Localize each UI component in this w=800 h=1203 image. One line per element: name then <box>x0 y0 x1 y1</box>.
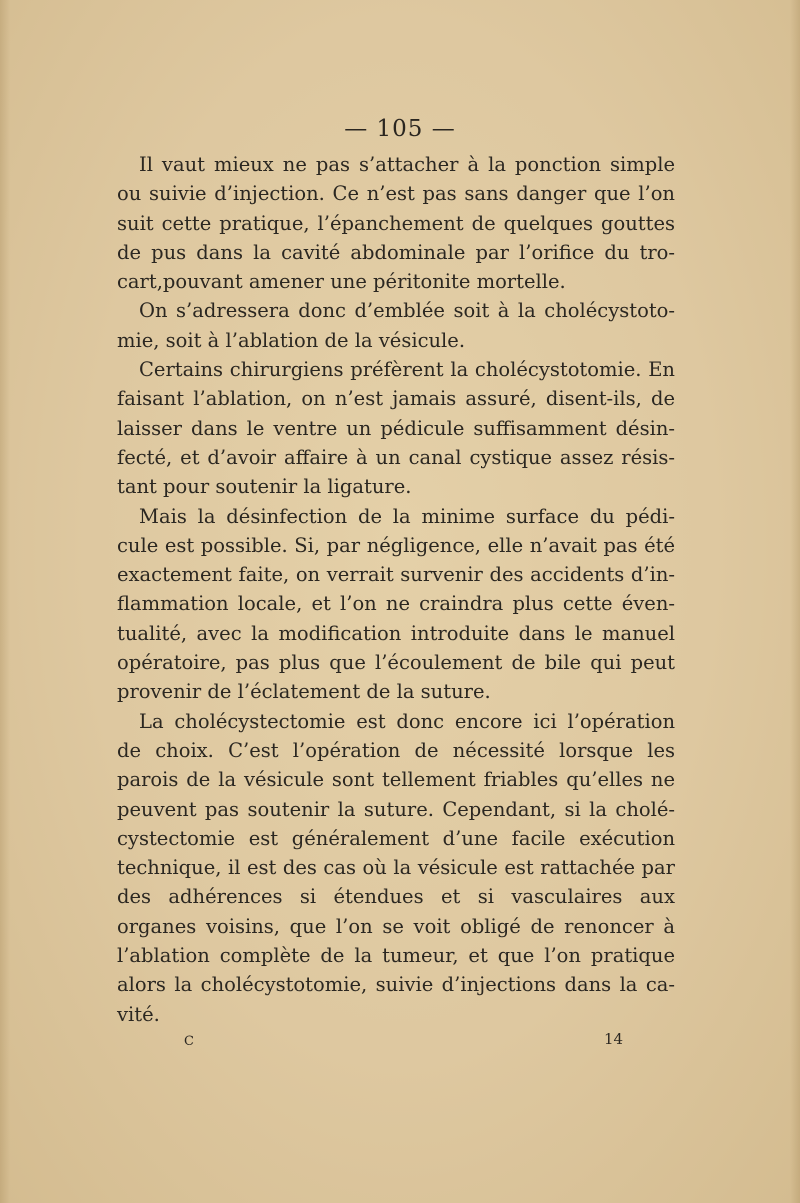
paragraph: Il vaut mieux ne pas s’attacher à la ponction simple ou suivie d’injection. Ce n’est pas sans danger que l’on suit cette pratique, l’épanchement de quelques gouttes de pus dans la cavité abdominale par l’orifice du tro-cart,pouvant amener une péritonite mortelle. <box>117 153 675 294</box>
paragraph: Mais la désinfection de la minime surface du pédi-cule est possible. Si, par négligence, elle n’avait pas été exactement faite, on verrait survenir des accidents d’in-flammation locale, et l’on ne craindra plus cette éven-tualité, avec la modification introduite dans le manuel opératoire, pas plus que l’écoulement de bile qui peut provenir de l’éclatement de la suture. <box>117 504 675 704</box>
signature-mark: C <box>184 1034 194 1049</box>
body-text <box>117 150 675 1029</box>
paragraph: La cholécystectomie est donc encore ici l’opération de choix. C’est l’opération de nécessité lorsque les parois de la vésicule sont tellement friables qu’elles ne peuvent pas soutenir la suture. Cependant, si la cholé-cystectomie est généralement d’une facile exécution technique, il est des cas où la vésicule est rattachée par des adhérences si étendues et si vasculaires aux organes voisins, que l’on se voit obligé de renoncer à l’ablation complète de la tumeur, et que l’on pratique alors la cholécystotomie, suivie d’injections dans la ca-vité. <box>117 709 675 1026</box>
paragraph: On s’adressera donc d’emblée soit à la cholécystoto-mie, soit à l’ablation de la vésicule. <box>117 299 675 352</box>
page-edge-shadow <box>790 0 800 1203</box>
sheet-number: 14 <box>604 1030 624 1048</box>
page-number: — 105 — <box>344 116 456 142</box>
page-edge-shadow <box>0 0 10 1203</box>
paragraph: Certains chirurgiens préfèrent la cholécystotomie. En faisant l’ablation, on n’est jamais assuré, disent-ils, de laisser dans le ventre un pédicule suffisamment désin-fecté, et d’avoir affaire à un canal cystique assez résis-tant pour soutenir la ligature. <box>117 358 675 499</box>
